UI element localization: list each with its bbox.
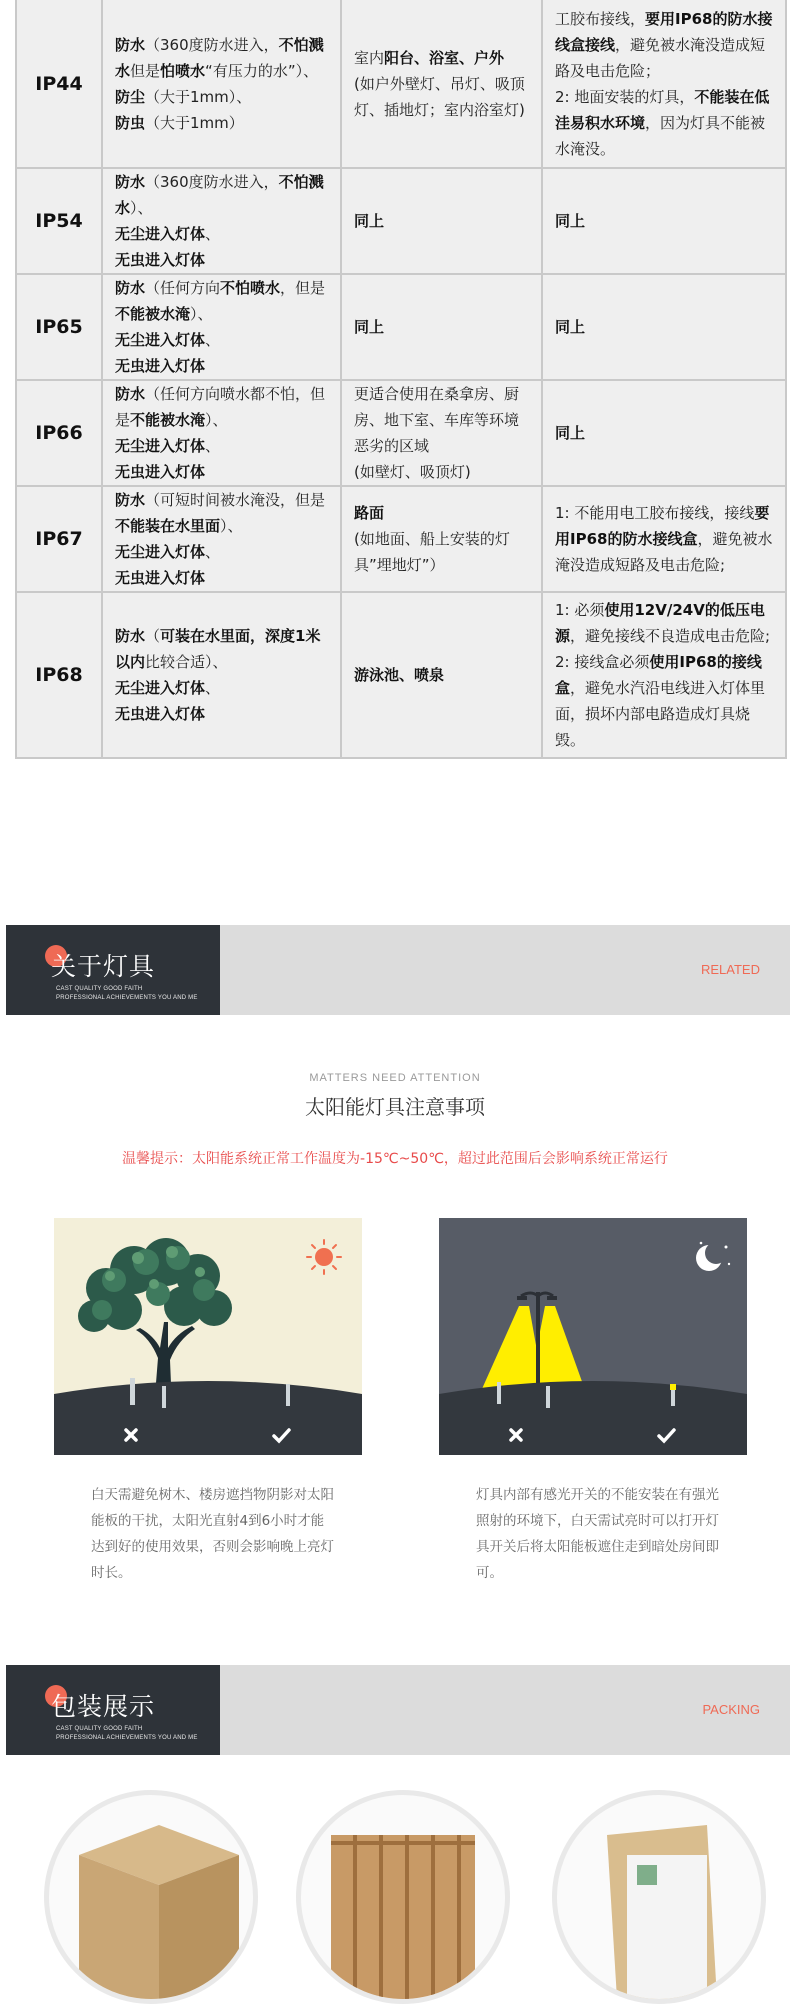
ip-grade-cell: IP54 bbox=[16, 168, 102, 274]
daytime-illustration bbox=[54, 1218, 362, 1455]
ip-rating-table bbox=[15, 0, 787, 759]
banner-subtitle-line2: PROFESSIONAL ACHIEVEMENTS YOU AND ME bbox=[56, 1735, 198, 1741]
notes-cell bbox=[542, 486, 786, 592]
emphasis-text: 防水 bbox=[115, 173, 146, 191]
usage-cell bbox=[341, 0, 542, 168]
emphasis-text: 要用IP68的防水接线盒接线 bbox=[555, 9, 773, 54]
cell-text: ，避免接线不良造成电击危险; bbox=[570, 627, 771, 645]
emphasis-text: 无虫进入灯体 bbox=[115, 357, 206, 375]
emphasis-text: 阳台、浴室、户外 bbox=[384, 48, 505, 67]
cell-text: 室内 bbox=[354, 48, 385, 67]
usage-cell bbox=[341, 168, 542, 274]
banner-subtitle-line2: PROFESSIONAL ACHIEVEMENTS YOU AND ME bbox=[56, 995, 198, 1001]
banner-related-label: RELATED bbox=[701, 962, 760, 977]
emphasis-text: 防水 bbox=[115, 279, 146, 297]
cell-text: (如地面、船上安装的灯具”埋地灯”） bbox=[354, 530, 510, 574]
emphasis-text: 使用12V/24V的低压电源 bbox=[555, 601, 765, 645]
emphasis-text: 要用IP68的防水接线盒 bbox=[555, 504, 770, 548]
cell-text: ）、 bbox=[205, 411, 228, 429]
temperature-tip: 温馨提示：太阳能系统正常工作温度为-15℃~50℃，超过此范围后会影响系统正常运行 bbox=[122, 1151, 668, 1167]
emphasis-text: 无虫进入灯体 bbox=[115, 463, 206, 481]
emphasis-text: 同上 bbox=[354, 318, 385, 336]
ip-grade-cell: IP66 bbox=[16, 380, 102, 486]
emphasis-text: 无尘进入灯体 bbox=[115, 331, 206, 349]
section-title: 太阳能灯具注意事项 bbox=[305, 1095, 485, 1119]
banner-subtitle-line1: CAST QUALITY GOOD FAITH bbox=[56, 1726, 143, 1732]
nighttime-scene-graphic bbox=[439, 1218, 747, 1455]
emphasis-text: 可装在水里面，深度1米以内 bbox=[115, 627, 321, 671]
packing-banner bbox=[6, 1665, 790, 1755]
banner-dark-panel bbox=[6, 1665, 220, 1755]
cell-text: ，因为灯具不能被水淹没。 bbox=[555, 113, 766, 158]
banner-packing-label: PACKING bbox=[702, 1702, 760, 1717]
cell-text: （ bbox=[145, 627, 161, 645]
cell-text: ，避免被水淹没造成短路及电击危险; bbox=[555, 530, 773, 574]
cell-text: 工胶布接线， bbox=[555, 9, 646, 28]
emphasis-text: 路面 bbox=[354, 504, 385, 522]
daytime-description: 白天需避免树木、楼房遮挡物阴影对太阳能板的干扰，太阳光直射4到6小时才能达到好的使用效果，否则会影响晚上亮灯时长。 bbox=[91, 1487, 334, 1581]
table-row bbox=[16, 486, 786, 592]
emphasis-text: 不能被水淹 bbox=[130, 411, 206, 429]
nighttime-illustration bbox=[439, 1218, 747, 1455]
protection-cell bbox=[102, 380, 341, 486]
cell-text: （大于1mm）、 bbox=[145, 87, 252, 106]
banner-title: 包装展示 bbox=[51, 1692, 156, 1721]
emphasis-text: 无虫进入灯体 bbox=[115, 251, 206, 269]
table-row bbox=[16, 380, 786, 486]
ip-grade-cell: IP44 bbox=[16, 0, 102, 168]
cell-text: “有压力的水”）、 bbox=[205, 61, 319, 80]
emphasis-text: 同上 bbox=[555, 318, 586, 336]
ip-grade-cell: IP65 bbox=[16, 274, 102, 380]
emphasis-text: 同上 bbox=[555, 212, 586, 230]
cardboard-box-image bbox=[49, 1795, 253, 1999]
emphasis-text: 不怕喷水 bbox=[220, 279, 281, 297]
cell-text: 、 bbox=[205, 437, 221, 455]
cell-text: 更适合使用在桑拿房、厨房、地下室、车库等环境恶劣的区域 bbox=[354, 385, 520, 455]
cell-text: （360度防水进入， bbox=[145, 35, 279, 54]
emphasis-text: 不怕溅水 bbox=[115, 35, 324, 80]
notes-cell bbox=[542, 274, 786, 380]
cell-text: （任何方向 bbox=[145, 279, 221, 297]
cell-text: （可短时间被水淹没，但是 bbox=[145, 491, 326, 509]
banner-subtitle bbox=[56, 985, 198, 1003]
cell-text: ，避免水汽沿电线进入灯体里面，损坏内部电路造成灯具烧毁。 bbox=[555, 679, 766, 749]
cell-text: ，避免被水淹没造成短路及电击危险； bbox=[555, 35, 766, 80]
notes-cell bbox=[542, 0, 786, 168]
emphasis-text: 无虫进入灯体 bbox=[115, 569, 206, 587]
emphasis-text: 不能装在低洼易积水环境 bbox=[555, 87, 770, 132]
ip-table-body bbox=[16, 0, 786, 758]
usage-cell bbox=[341, 592, 542, 758]
protection-cell bbox=[102, 168, 341, 274]
banner-subtitle-line1: CAST QUALITY GOOD FAITH bbox=[56, 986, 143, 992]
notes-cell bbox=[542, 168, 786, 274]
emphasis-text: 防水 bbox=[115, 627, 146, 645]
packing-photo-open-box bbox=[552, 1790, 766, 2004]
notes-cell bbox=[542, 380, 786, 486]
cell-text: （360度防水进入， bbox=[145, 173, 279, 191]
ip-grade-cell: IP67 bbox=[16, 486, 102, 592]
table-row bbox=[16, 168, 786, 274]
packing-photo-box bbox=[44, 1790, 258, 2004]
cell-text: 、 bbox=[205, 679, 221, 697]
emphasis-text: 防水 bbox=[115, 385, 146, 403]
emphasis-text: 无尘进入灯体 bbox=[115, 225, 206, 243]
emphasis-text: 无尘进入灯体 bbox=[115, 679, 206, 697]
protection-cell bbox=[102, 274, 341, 380]
emphasis-text: 不怕溅水 bbox=[115, 173, 324, 217]
protection-cell bbox=[102, 486, 341, 592]
cell-text: ，但是 bbox=[280, 279, 326, 297]
protection-cell bbox=[102, 0, 341, 168]
emphasis-text: 不能装在水里面 bbox=[115, 517, 221, 535]
emphasis-text: 无虫进入灯体 bbox=[115, 705, 206, 723]
cell-text: 比较合适）、 bbox=[145, 653, 228, 671]
table-row bbox=[16, 274, 786, 380]
emphasis-text: 同上 bbox=[555, 424, 586, 442]
ip-grade-cell: IP68 bbox=[16, 592, 102, 758]
cell-text: (如壁灯、吸顶灯) bbox=[354, 463, 471, 481]
emphasis-text: 防水 bbox=[115, 491, 146, 509]
banner-subtitle bbox=[56, 1725, 198, 1743]
usage-cell bbox=[341, 486, 542, 592]
emphasis-text: 使用IP68的接线盒 bbox=[555, 653, 762, 697]
usage-cell bbox=[341, 380, 542, 486]
table-row bbox=[16, 0, 786, 168]
wooden-crate-image bbox=[301, 1795, 505, 1999]
emphasis-text: 无尘进入灯体 bbox=[115, 543, 206, 561]
section-kicker: MATTERS NEED ATTENTION bbox=[309, 1072, 481, 1084]
cell-text: 、 bbox=[205, 225, 221, 243]
emphasis-text: 无尘进入灯体 bbox=[115, 437, 206, 455]
cell-text: 1: 必须 bbox=[555, 601, 605, 619]
cell-text: 、 bbox=[205, 331, 221, 349]
daytime-scene-graphic bbox=[54, 1218, 362, 1455]
emphasis-text: 防尘 bbox=[115, 87, 146, 106]
emphasis-text: 防虫 bbox=[115, 113, 146, 132]
cell-text: （任何方向喷水都不怕，但是 bbox=[115, 385, 326, 429]
about-lamps-banner bbox=[6, 925, 790, 1015]
emphasis-text: 同上 bbox=[354, 212, 385, 230]
emphasis-text: 怕喷水 bbox=[160, 61, 206, 80]
table-row bbox=[16, 592, 786, 758]
cell-text: 2: 地面安装的灯具， bbox=[555, 87, 695, 106]
cell-text: 1: 不能用电工胶布接线，接线 bbox=[555, 504, 755, 522]
emphasis-text: 不能被水淹 bbox=[115, 305, 191, 323]
protection-cell bbox=[102, 592, 341, 758]
cell-text: ）、 bbox=[130, 199, 153, 217]
cell-text: (如户外壁灯、吊灯、吸顶灯、插地灯；室内浴室灯) bbox=[354, 74, 525, 119]
cell-text: 但是 bbox=[130, 61, 161, 80]
packing-photo-crate bbox=[296, 1790, 510, 2004]
emphasis-text: 防水 bbox=[115, 35, 146, 54]
banner-title: 关于灯具 bbox=[51, 952, 156, 981]
cell-text: ）、 bbox=[190, 305, 213, 323]
emphasis-text: 游泳池、喷泉 bbox=[354, 666, 445, 684]
cell-text: （大于1mm） bbox=[145, 113, 244, 132]
cell-text: 、 bbox=[205, 543, 221, 561]
banner-dark-panel bbox=[6, 925, 220, 1015]
notes-cell bbox=[542, 592, 786, 758]
usage-cell bbox=[341, 274, 542, 380]
nighttime-description: 灯具内部有感光开关的不能安装在有强光照射的环境下，白天需试亮时可以打开灯具开关后将太阳能板遮住走到暗处房间即可。 bbox=[476, 1487, 719, 1581]
cell-text: ）、 bbox=[220, 517, 243, 535]
open-box-image bbox=[557, 1795, 761, 1999]
cell-text: 2: 接线盒必须 bbox=[555, 653, 650, 671]
